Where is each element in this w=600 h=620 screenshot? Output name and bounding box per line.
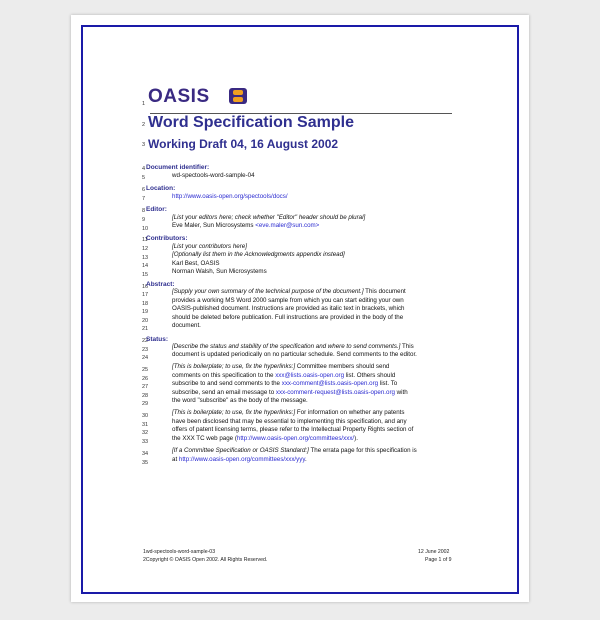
line-number: 28 bbox=[142, 393, 149, 399]
line-number: 9 bbox=[142, 217, 146, 223]
oasis-logo-mark-icon bbox=[228, 87, 248, 105]
status-line bbox=[172, 456, 307, 465]
status-line: the word "subscribe" as the body of the message. bbox=[172, 397, 308, 404]
location-label: Location: bbox=[146, 185, 176, 192]
status-text: ). bbox=[354, 435, 358, 442]
line-number: 27 bbox=[142, 384, 149, 390]
status-text: comments on this specification to the bbox=[172, 372, 276, 379]
line-number: 34 bbox=[142, 451, 149, 457]
line-number: 6 bbox=[142, 187, 146, 193]
line-number: 17 bbox=[142, 292, 149, 298]
contributor-name: Norman Walsh, Sun Microsystems bbox=[172, 268, 267, 275]
line-number: 30 bbox=[142, 413, 149, 419]
tc-webpage-link[interactable]: http://www.oasis-open.org/committees/xxx/ bbox=[236, 435, 355, 442]
editor-line bbox=[172, 222, 319, 231]
abstract-label: Abstract: bbox=[146, 281, 175, 288]
line-number: 19 bbox=[142, 309, 149, 315]
abstract-text: This document bbox=[363, 288, 406, 295]
status-text: list. Others should bbox=[344, 372, 396, 379]
errata-link[interactable]: http://www.oasis-open.org/committees/xxx/yyy bbox=[178, 456, 305, 463]
line-number: 24 bbox=[142, 355, 149, 361]
line-number: 20 bbox=[142, 318, 149, 324]
comment-list-link[interactable]: xxx-comment@lists.oasis-open.org bbox=[281, 380, 379, 387]
line-number: 35 bbox=[142, 460, 149, 466]
status-note: [This is boilerplate; to use, fix the hyperlinks:] bbox=[172, 409, 296, 416]
contributor-name: Karl Best, OASIS bbox=[172, 260, 220, 267]
status-line bbox=[172, 447, 417, 456]
line-number: 23 bbox=[142, 347, 149, 353]
line-number: 25 bbox=[142, 367, 149, 373]
status-line: have been disclosed that may be essential to implementing this specification, and any bbox=[172, 418, 407, 425]
line-number: 32 bbox=[142, 430, 149, 436]
line-number: 4 bbox=[142, 166, 146, 172]
line-number: 22 bbox=[142, 338, 149, 344]
line-number: 1 bbox=[142, 101, 146, 107]
line-number: 16 bbox=[142, 284, 149, 290]
contributor-line bbox=[172, 251, 345, 260]
status-note: [This is boilerplate; to use, fix the hyperlinks:] bbox=[172, 363, 296, 370]
line-number: 33 bbox=[142, 439, 149, 445]
line-number: 2 bbox=[142, 122, 146, 128]
status-text: subscribe to and send comments to the bbox=[172, 380, 282, 387]
abstract-line: provides a working MS Word 2000 sample from which you can start editing your own bbox=[172, 297, 404, 304]
status-text: list. To bbox=[378, 380, 398, 387]
oasis-logo: OASIS bbox=[148, 86, 210, 107]
footer-date: 12 June 2002 bbox=[418, 549, 450, 555]
footer-copyright: 2Copyright © OASIS Open 2002. All Rights Reserved. bbox=[143, 557, 268, 563]
abstract-line bbox=[172, 288, 406, 297]
abstract-line: document. bbox=[172, 322, 201, 329]
contributor-note: [List your contributors here] bbox=[172, 243, 247, 250]
line-number: 3 bbox=[142, 142, 146, 148]
editor-email-link[interactable]: <eve.maler@sun.com> bbox=[255, 222, 320, 229]
status-line bbox=[172, 409, 405, 418]
status-text: with bbox=[394, 389, 408, 396]
line-number: 5 bbox=[142, 175, 146, 181]
status-line bbox=[172, 380, 397, 389]
contributor-note: [Optionally list them in the Acknowledgments appendix instead] bbox=[172, 251, 345, 258]
status-text: at bbox=[172, 456, 179, 463]
abstract-note: [Supply your own summary of the technical purpose of the document.] bbox=[172, 288, 364, 295]
line-number: 26 bbox=[142, 376, 149, 382]
line-number: 8 bbox=[142, 208, 146, 214]
document-title: Word Specification Sample bbox=[148, 114, 354, 131]
status-note: [Describe the status and stability of the specification and where to send comments.] bbox=[172, 343, 401, 350]
location-link[interactable]: http://www.oasis-open.org/spectools/docs/ bbox=[172, 193, 288, 200]
line-number: 15 bbox=[142, 272, 149, 278]
line-number: 14 bbox=[142, 263, 149, 269]
editor-label: Editor: bbox=[146, 206, 167, 213]
footer-page-number: Page 1 of 9 bbox=[425, 557, 452, 563]
abstract-line: should be deleted before publication. Full instructions are provided in the body of the bbox=[172, 314, 404, 321]
line-number: 12 bbox=[142, 246, 149, 252]
status-text: This bbox=[400, 343, 414, 350]
status-text: For information on whether any patents bbox=[295, 409, 405, 416]
editor-note: [List your editors here; check whether "Editor" header should be plural] bbox=[172, 214, 366, 221]
doc-id-value: wd-spectools-word-sample-04 bbox=[172, 172, 255, 179]
footer-doc-id: 1wd-spectools-word-sample-03 bbox=[143, 549, 216, 555]
line-number: 11 bbox=[142, 237, 148, 243]
line-number: 13 bbox=[142, 255, 149, 261]
status-line: offers of patent licensing terms, please refer to the Intellectual Property Rights section of bbox=[172, 426, 414, 433]
line-number: 21 bbox=[142, 326, 149, 332]
status-note: [If a Committee Specification or OASIS Standard:] bbox=[172, 447, 309, 454]
subscribe-request-link[interactable]: xxx-comment-request@lists.oasis-open.org bbox=[275, 389, 395, 396]
status-text: . bbox=[304, 456, 307, 463]
line-number: 7 bbox=[142, 196, 146, 202]
status-text: the XXX TC web page ( bbox=[172, 435, 237, 442]
status-text: The errata page for this specification is bbox=[308, 447, 417, 454]
status-text: subscribe, send an email message to bbox=[172, 389, 276, 396]
contributors-label: Contributors: bbox=[146, 235, 188, 242]
status-line: document is updated periodically on no particular schedule. Send comments to the editor. bbox=[172, 351, 417, 358]
status-label: Status: bbox=[146, 336, 169, 343]
document-subtitle: Working Draft 04, 16 August 2002 bbox=[148, 137, 339, 151]
line-number: 10 bbox=[142, 226, 149, 232]
line-number: 29 bbox=[142, 401, 149, 407]
status-line bbox=[172, 363, 389, 372]
doc-id-label: Document identifier: bbox=[146, 164, 210, 171]
status-text: Committee members should send bbox=[295, 363, 390, 370]
abstract-line: OASIS-published document. Instructions are provided as italic text in brackets, which bbox=[172, 305, 405, 312]
status-line bbox=[172, 435, 358, 444]
line-number: 31 bbox=[142, 422, 149, 428]
editor-name: Eve Maler, Sun Microsystems bbox=[172, 222, 254, 229]
line-number: 18 bbox=[142, 301, 149, 307]
mailing-list-link[interactable]: xxx@lists.oasis-open.org bbox=[275, 372, 345, 379]
